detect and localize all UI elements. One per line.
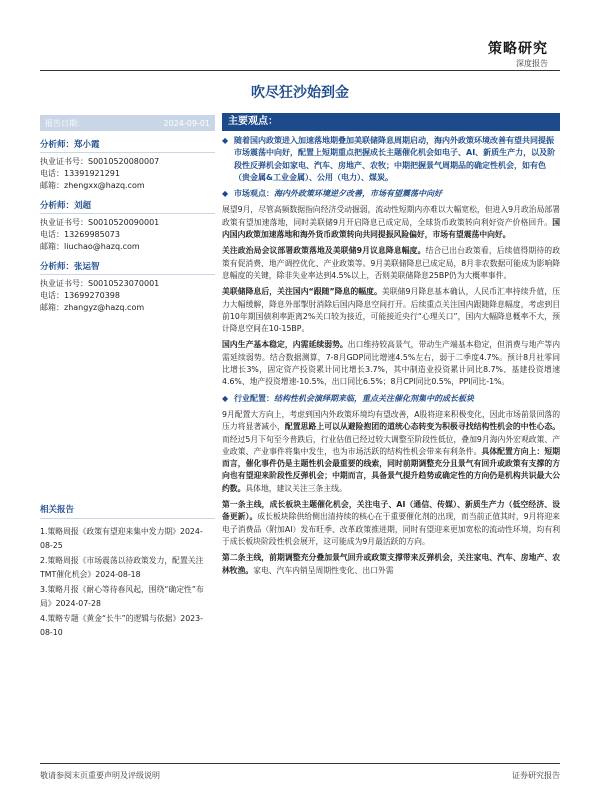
paragraph-text: 成长板块除供给侧出清持续的核心在于重要催化剂的出现，而当前正值其时，9月将迎来电子消费品（附加AI）发布旺季、改革政策推进期，同时有望迎来更加宽松的流动性环境，均有利于成长板块阶段性机会展开，这可能成为9月最活跃的方向。: [222, 512, 560, 546]
key-point-text: 海内外政策环境逆夕改善，市场有望震荡中向好: [274, 189, 442, 199]
paragraph: [222, 552, 560, 577]
date-value: 2024-09-01: [163, 118, 210, 128]
related-reports: [40, 503, 215, 641]
paragraph: [222, 499, 560, 548]
date-bar: [40, 115, 215, 131]
cert-label: 执业证书号：: [40, 279, 88, 288]
paragraph-emphasis: 第一条主线，成长板块主题催化机会，关注电子、AI（通信、传媒）、新质生产力（低空经济、设备更新）。: [222, 500, 560, 522]
paragraph-text: 9月配置大方向上，考虑到国内外政策环境均有望改善，A股将迎来积极变化，因此市场前景回落的压力将显著减小，: [222, 409, 560, 432]
key-point-prefix: 市场观点：: [234, 189, 274, 199]
key-point-text: 结构性机会演绎期来临，重点关注催化剂集中的成长板块: [274, 393, 474, 403]
phone-number: 13391921291: [64, 169, 120, 178]
email-label: 邮箱：: [40, 303, 64, 312]
paragraph-emphasis: 美联储降息后，关注国内“跟随”降息的幅度。: [222, 287, 382, 297]
main-points-heading: 主要观点：: [222, 113, 560, 131]
paragraph: [222, 245, 560, 282]
related-reports-title: 相关报告: [40, 503, 215, 519]
email-label: 邮箱：: [40, 181, 64, 190]
footer-disclaimer: 敬请参阅末页重要声明及评级说明: [40, 771, 160, 780]
brand-title: 策略研究: [488, 41, 548, 57]
related-report-item[interactable]: 1.策略周报《政策有望迎来集中发力期》2024-08-25: [40, 527, 203, 550]
key-point: [222, 188, 560, 200]
paragraph-emphasis: 具体配置方向上：短期而言，催化事件仍是主题性机会最重要的线索，同时前期调整充分且景气有回升或政策有支撑的方向也有望迎来阶段性反弹机会；中期而言，具备景气提升趋势或确定性的方向仍是机构共识最大公约数。: [222, 446, 561, 493]
paragraph-text: 家电、汽车内销呈周期性变化、出口外需: [253, 565, 394, 575]
phone-label: 电话：: [40, 169, 64, 178]
related-report-item[interactable]: 4.策略专题《黄金“长牛”的逻辑与依据》2023-08-10: [40, 614, 203, 637]
cert-number: S0010520090001: [88, 218, 160, 227]
paragraph: [222, 286, 560, 335]
phone-label: 电话：: [40, 230, 64, 239]
diamond-bullet-icon: ◆: [222, 136, 229, 145]
email-label: 邮箱：: [40, 242, 64, 251]
analyst-name: 分析师：刘超: [40, 199, 215, 214]
footer-divider: [40, 763, 560, 764]
key-point: [222, 393, 560, 405]
document-title: 吹尽狂沙始到金: [251, 85, 349, 101]
paragraph-text: 美联储9月降息基本确认，人民币汇率持续升值，压力大幅缓解，降息外部掣肘消除后国内降息空间打开。后续重点关注国内跟随降息幅度，考虑到目前10年期国债利率距离2%关口较为接近，可能接近央行“心理关口”，国内大幅降息概率不大，预计降息空间在10-15BP。: [222, 287, 560, 334]
cert-label: 执业证书号：: [40, 157, 88, 166]
paragraph: [222, 204, 560, 241]
date-label: 报告日期：: [45, 118, 85, 128]
paragraph: [222, 409, 560, 495]
phone-number: 13699270398: [64, 291, 120, 300]
analyst-name: 分析师：张运智: [40, 260, 215, 275]
paragraph-text: 具体地，建议关注三条主线。: [245, 483, 347, 493]
diamond-bullet-icon: ◆: [222, 189, 229, 199]
diamond-bullet-icon: ◆: [222, 393, 229, 403]
key-point: [222, 135, 560, 184]
paragraph-emphasis: 国内国内政策加速落地和海外货币政策转向共同提振风险偏好，市场有望震荡中向好。: [222, 217, 560, 240]
paragraph-emphasis: 配置思路上可以从避险抱团的道统心态转变为积极寻找结构性机会的中性心态。: [284, 422, 561, 432]
analyst-card: [40, 260, 215, 314]
analyst-name: 分析师：郑小霞: [40, 138, 215, 153]
cert-number: S0010520080007: [88, 157, 160, 166]
email-address[interactable]: liuchao@hazq.com: [64, 242, 140, 251]
related-report-item[interactable]: 2.策略周报《市场震荡以待政策发力，配置关注TMT催化机会》2024-08-18: [40, 556, 204, 579]
key-point-prefix: 行业配置：: [234, 393, 274, 403]
paragraph-text: 结合已出台政策看，后续值得期待的政策有促消费、地产调控优化、产业政策等。9月美联储降息已成定局，8月非农数据可能成为影响降息幅度的关键，除非失业率达到4.5%以上，否则美联储降息25BP仍为大概率事件。: [222, 246, 560, 280]
paragraph-text: 而经过5月下旬至今普跌后，行业估值已经过较大调整至阶段性低位，叠加9月海内外宏观政策、产业政策、产业事件将集中发生，也为市场活跃的结构性机会带来有利条件。: [222, 434, 560, 456]
main-content: [222, 113, 560, 577]
paragraph-emphasis: 第二条主线，前期调整充分叠加景气回升或政策支撑带来反弹机会，关注家电、汽车、房地产、农林牧渔。: [222, 553, 560, 575]
cert-number: S0010523070001: [88, 279, 160, 288]
paragraph-emphasis: 关注政治局会议部署政策落地及美联储9月议息降息幅度。: [222, 246, 426, 256]
report-type: 深度报告: [516, 59, 548, 68]
analyst-card: [40, 138, 215, 192]
cert-label: 执业证书号：: [40, 218, 88, 227]
phone-label: 电话：: [40, 291, 64, 300]
header-divider: [40, 70, 560, 71]
key-point-text: 随着国内政策进入加速落地期叠加美联储降息周期启动，海内外政策环境改善有望共同提振市场震荡中向好，配置上短期重点把握成长主题催化机会如电子、AI、新质生产力，以及阶段性反弹机会如家电、汽车、房地产、农牧；中期把握景气周期品的确定性机会，如有色（贵金属&工业金属）、公用（电力）、煤炭。: [234, 136, 556, 182]
email-address[interactable]: zhangyz@hazq.com: [64, 303, 145, 312]
sidebar: [40, 115, 215, 314]
footer-report-label: 证券研究报告: [512, 771, 560, 780]
paragraph-text: 出口维持较高景气，带动生产端基本稳定，但消费与地产等内需延续弱势。结合数据测算，7-8月GDP同比增速4.5%左右，弱于二季度4.7%。预计8月社零同比增长3%，固定资产投资累计同比增长3.7%，其中制造业投资累计同比8.7%、基建投资增速4.6%、地产投资增速-10.5%，出口同比6.5%；8月CPI同比0.5%，PPI同比-1%。: [222, 340, 561, 387]
phone-number: 13269985073: [64, 230, 120, 239]
paragraph: [222, 339, 560, 388]
analyst-card: [40, 199, 215, 253]
paragraph-text: 展望9月，尽管高频数据指向经济受动掘弱，流动性短期内亦难以大幅宽松，但进入9月政治局部署政策有望加速落地，同时美联储9月开启降息已成定局，全球货币政策转向利好资产价格回升。: [222, 205, 560, 227]
paragraph-emphasis: 国内生产基本稳定，内需延续弱势。: [222, 340, 348, 350]
email-address[interactable]: zhengxx@hazq.com: [64, 181, 145, 190]
related-report-item[interactable]: 3.策略月报《耐心等待春风起，围绕“确定性”布局》2024-07-28: [40, 585, 204, 608]
